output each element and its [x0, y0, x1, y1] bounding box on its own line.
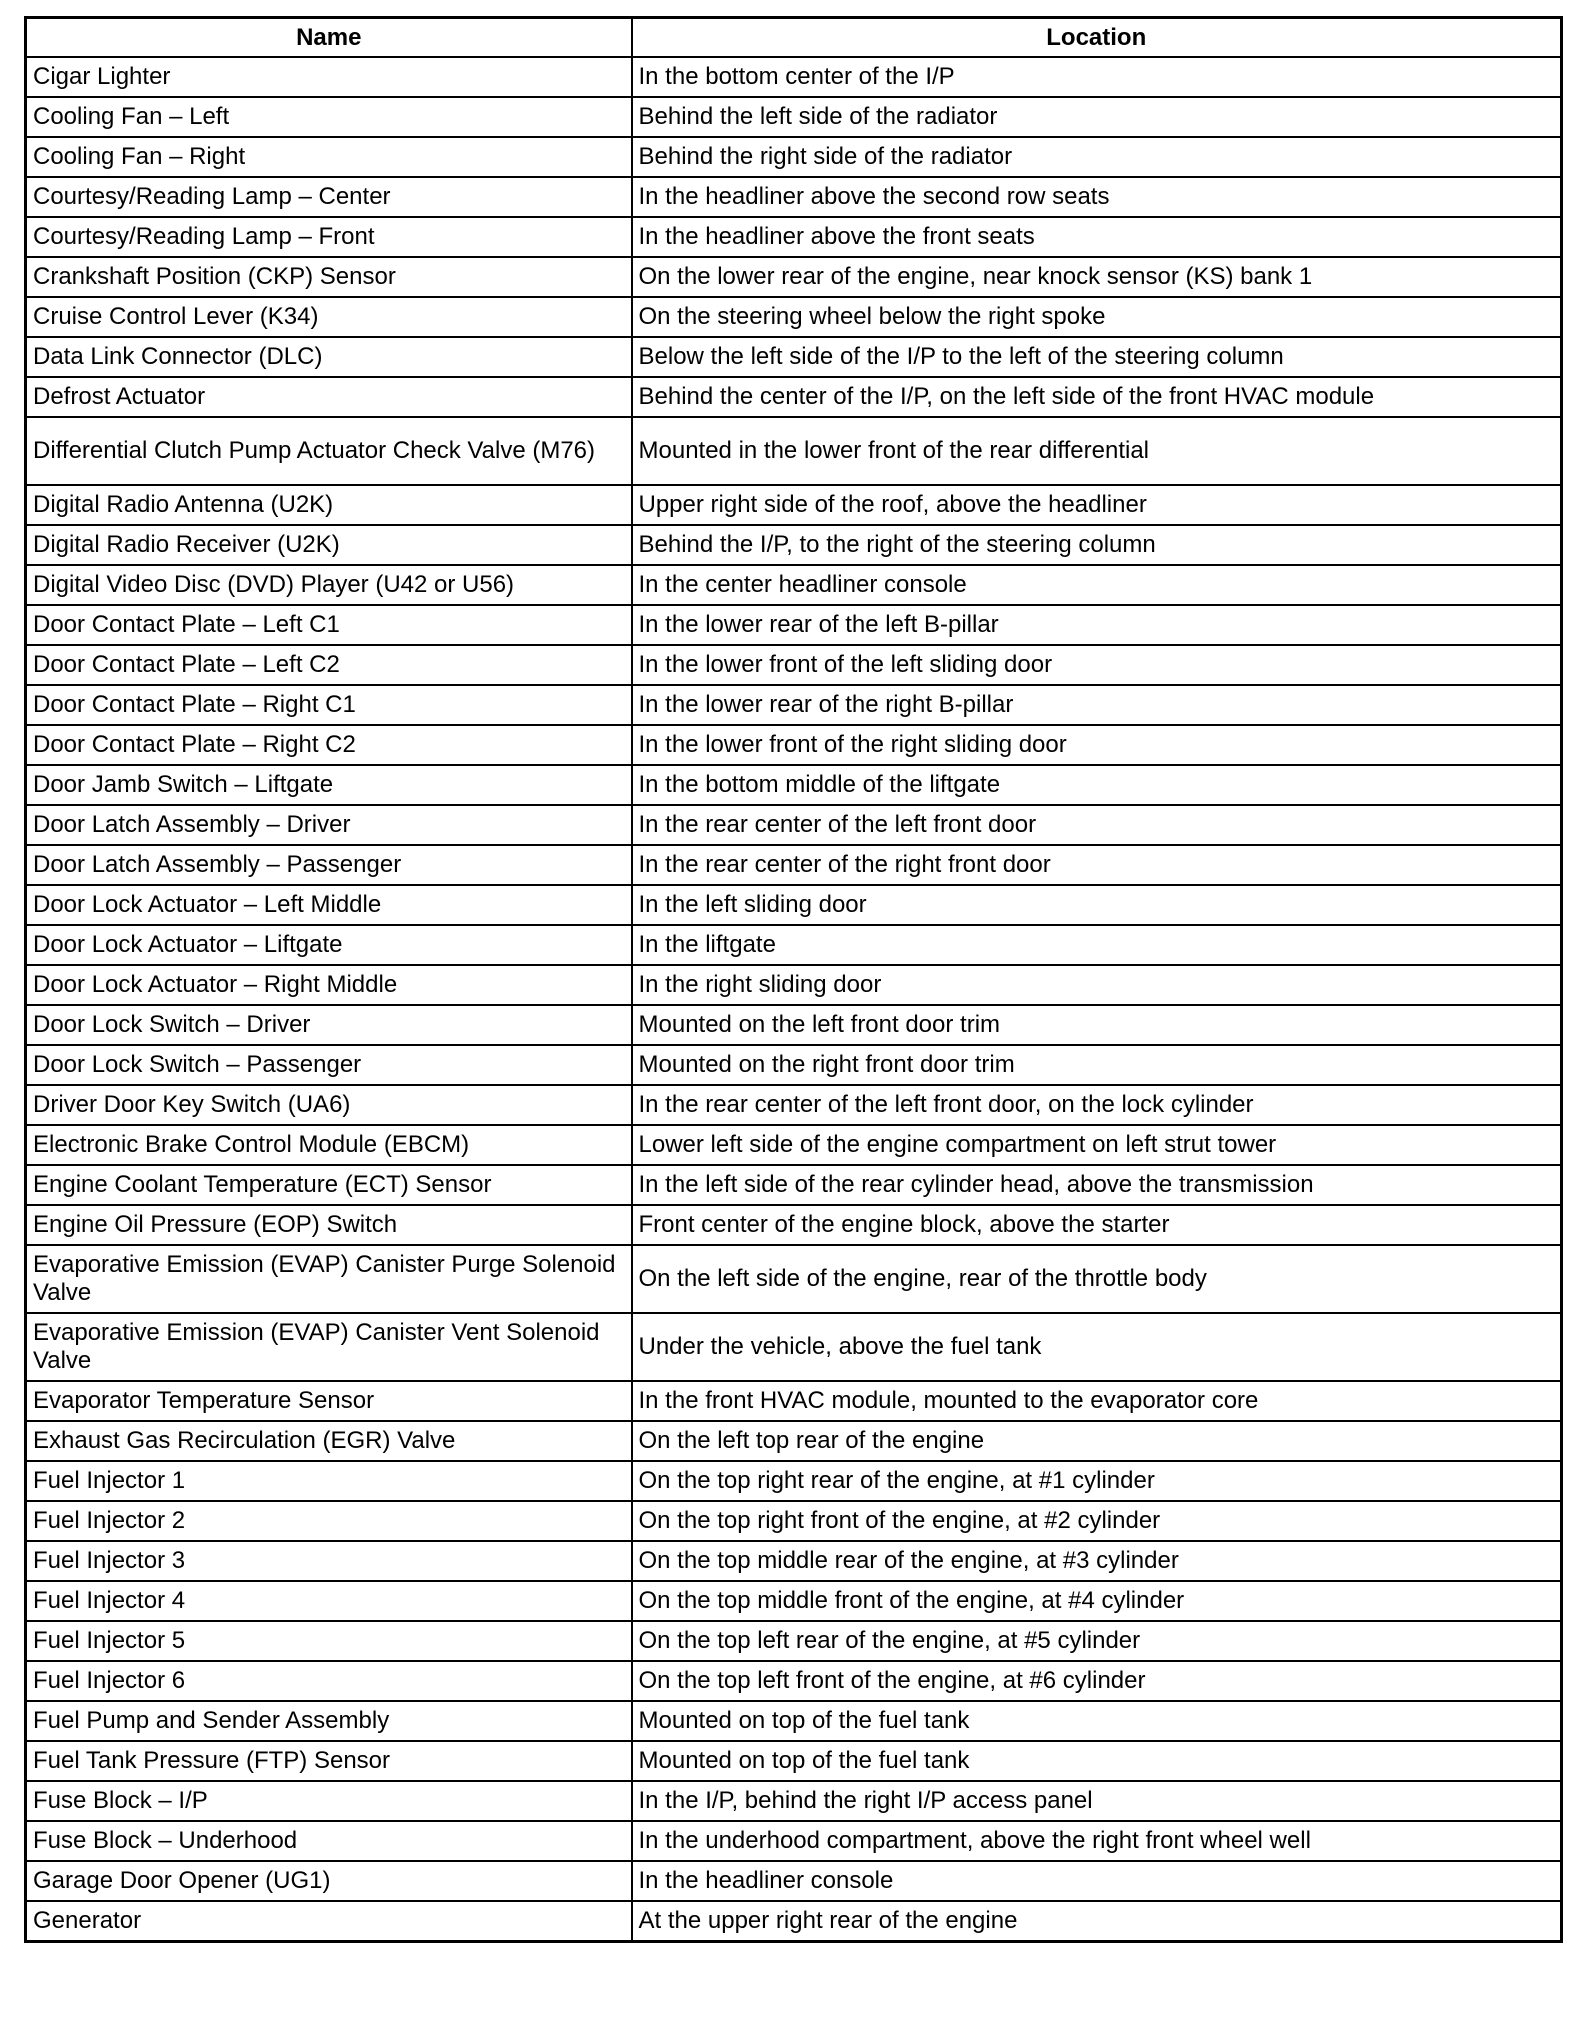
component-name-cell: Garage Door Opener (UG1)	[26, 1861, 632, 1901]
component-location-cell: In the headliner above the front seats	[632, 217, 1562, 257]
component-location-cell: In the bottom center of the I/P	[632, 57, 1562, 97]
component-location-cell: In the I/P, behind the right I/P access panel	[632, 1781, 1562, 1821]
component-name-cell: Cigar Lighter	[26, 57, 632, 97]
component-location-cell: In the underhood compartment, above the right front wheel well	[632, 1821, 1562, 1861]
component-location-cell: In the lower rear of the left B-pillar	[632, 605, 1562, 645]
component-name-cell: Evaporator Temperature Sensor	[26, 1381, 632, 1421]
table-row	[26, 525, 1562, 565]
table-body	[26, 57, 1562, 1942]
table-row	[26, 685, 1562, 725]
component-name-cell: Cruise Control Lever (K34)	[26, 297, 632, 337]
table-row	[26, 1381, 1562, 1421]
component-location-cell: Mounted in the lower front of the rear differential	[632, 417, 1562, 485]
component-location-cell: Lower left side of the engine compartment on left strut tower	[632, 1125, 1562, 1165]
component-name-cell: Crankshaft Position (CKP) Sensor	[26, 257, 632, 297]
component-location-cell: On the top middle front of the engine, at #4 cylinder	[632, 1581, 1562, 1621]
component-name-cell: Cooling Fan – Right	[26, 137, 632, 177]
table-row	[26, 485, 1562, 525]
component-location-cell: In the rear center of the left front door, on the lock cylinder	[632, 1085, 1562, 1125]
component-name-cell: Door Contact Plate – Left C1	[26, 605, 632, 645]
table-row	[26, 297, 1562, 337]
component-location-cell: At the upper right rear of the engine	[632, 1901, 1562, 1942]
component-name-cell: Courtesy/Reading Lamp – Center	[26, 177, 632, 217]
component-location-cell: Upper right side of the roof, above the headliner	[632, 485, 1562, 525]
component-name-cell: Door Contact Plate – Left C2	[26, 645, 632, 685]
table-row	[26, 845, 1562, 885]
table-row	[26, 805, 1562, 845]
table-row	[26, 137, 1562, 177]
component-name-cell: Door Lock Switch – Passenger	[26, 1045, 632, 1085]
component-name-cell: Cooling Fan – Left	[26, 97, 632, 137]
component-name-cell: Engine Oil Pressure (EOP) Switch	[26, 1205, 632, 1245]
component-name-cell: Engine Coolant Temperature (ECT) Sensor	[26, 1165, 632, 1205]
component-location-cell: Front center of the engine block, above the starter	[632, 1205, 1562, 1245]
component-name-cell: Evaporative Emission (EVAP) Canister Vent Solenoid Valve	[26, 1313, 632, 1381]
table-row	[26, 1541, 1562, 1581]
table-row	[26, 257, 1562, 297]
table-row	[26, 605, 1562, 645]
component-name-cell: Evaporative Emission (EVAP) Canister Purge Solenoid Valve	[26, 1245, 632, 1313]
component-name-cell: Digital Radio Receiver (U2K)	[26, 525, 632, 565]
component-name-cell: Door Lock Actuator – Liftgate	[26, 925, 632, 965]
component-name-cell: Digital Video Disc (DVD) Player (U42 or U56)	[26, 565, 632, 605]
table-row	[26, 337, 1562, 377]
component-name-cell: Fuse Block – I/P	[26, 1781, 632, 1821]
table-row	[26, 417, 1562, 485]
table-row	[26, 1205, 1562, 1245]
table-row	[26, 217, 1562, 257]
table-row	[26, 1741, 1562, 1781]
table-row	[26, 97, 1562, 137]
component-name-cell: Fuel Injector 5	[26, 1621, 632, 1661]
component-location-cell: In the bottom middle of the liftgate	[632, 765, 1562, 805]
component-location-cell: On the left top rear of the engine	[632, 1421, 1562, 1461]
component-name-cell: Door Contact Plate – Right C2	[26, 725, 632, 765]
component-location-cell: In the front HVAC module, mounted to the evaporator core	[632, 1381, 1562, 1421]
component-location-cell: Behind the right side of the radiator	[632, 137, 1562, 177]
component-name-cell: Door Lock Actuator – Left Middle	[26, 885, 632, 925]
component-location-cell: In the lower rear of the right B-pillar	[632, 685, 1562, 725]
component-location-cell: In the headliner console	[632, 1861, 1562, 1901]
table-row	[26, 1581, 1562, 1621]
component-location-cell: Mounted on the left front door trim	[632, 1005, 1562, 1045]
table-row	[26, 1165, 1562, 1205]
component-name-cell: Fuel Injector 6	[26, 1661, 632, 1701]
component-name-cell: Digital Radio Antenna (U2K)	[26, 485, 632, 525]
table-row	[26, 1461, 1562, 1501]
component-location-cell: On the top right front of the engine, at #2 cylinder	[632, 1501, 1562, 1541]
component-name-cell: Fuel Injector 3	[26, 1541, 632, 1581]
component-location-cell: In the lower front of the left sliding door	[632, 645, 1562, 685]
table-row	[26, 1085, 1562, 1125]
table-row	[26, 1621, 1562, 1661]
table-row	[26, 177, 1562, 217]
component-name-cell: Fuse Block – Underhood	[26, 1821, 632, 1861]
table-row	[26, 1313, 1562, 1381]
table-row	[26, 1421, 1562, 1461]
component-location-cell: Mounted on the right front door trim	[632, 1045, 1562, 1085]
component-location-cell: Mounted on top of the fuel tank	[632, 1701, 1562, 1741]
component-name-cell: Exhaust Gas Recirculation (EGR) Valve	[26, 1421, 632, 1461]
component-location-cell: In the rear center of the left front door	[632, 805, 1562, 845]
column-header-name: Name	[26, 18, 632, 58]
component-name-cell: Fuel Tank Pressure (FTP) Sensor	[26, 1741, 632, 1781]
component-name-cell: Door Contact Plate – Right C1	[26, 685, 632, 725]
component-name-cell: Door Latch Assembly – Passenger	[26, 845, 632, 885]
component-location-cell: In the liftgate	[632, 925, 1562, 965]
component-name-cell: Fuel Injector 1	[26, 1461, 632, 1501]
table-row	[26, 1901, 1562, 1942]
component-name-cell: Data Link Connector (DLC)	[26, 337, 632, 377]
table-row	[26, 965, 1562, 1005]
component-location-cell: Behind the I/P, to the right of the steering column	[632, 525, 1562, 565]
component-name-cell: Generator	[26, 1901, 632, 1942]
table-row	[26, 1501, 1562, 1541]
component-location-cell: Mounted on top of the fuel tank	[632, 1741, 1562, 1781]
component-location-cell: In the left sliding door	[632, 885, 1562, 925]
table-row	[26, 1045, 1562, 1085]
component-location-cell: In the rear center of the right front door	[632, 845, 1562, 885]
component-name-cell: Differential Clutch Pump Actuator Check Valve (M76)	[26, 417, 632, 485]
table-row	[26, 1781, 1562, 1821]
component-name-cell: Fuel Pump and Sender Assembly	[26, 1701, 632, 1741]
component-location-cell: In the lower front of the right sliding door	[632, 725, 1562, 765]
table-row	[26, 1661, 1562, 1701]
component-location-cell: On the top left rear of the engine, at #5 cylinder	[632, 1621, 1562, 1661]
component-location-cell: Below the left side of the I/P to the left of the steering column	[632, 337, 1562, 377]
component-location-table	[24, 16, 1563, 1943]
component-location-cell: On the left side of the engine, rear of the throttle body	[632, 1245, 1562, 1313]
component-location-cell: In the right sliding door	[632, 965, 1562, 1005]
component-location-cell: Behind the left side of the radiator	[632, 97, 1562, 137]
component-name-cell: Driver Door Key Switch (UA6)	[26, 1085, 632, 1125]
table-row	[26, 565, 1562, 605]
component-name-cell: Door Jamb Switch – Liftgate	[26, 765, 632, 805]
component-location-cell: On the top left front of the engine, at #6 cylinder	[632, 1661, 1562, 1701]
component-name-cell: Fuel Injector 4	[26, 1581, 632, 1621]
table-row	[26, 645, 1562, 685]
header-row	[26, 18, 1562, 58]
table-row	[26, 725, 1562, 765]
table-row	[26, 925, 1562, 965]
table-row	[26, 1125, 1562, 1165]
table-row	[26, 1701, 1562, 1741]
component-name-cell: Door Lock Actuator – Right Middle	[26, 965, 632, 1005]
table-row	[26, 57, 1562, 97]
table-row	[26, 765, 1562, 805]
component-location-cell: On the steering wheel below the right spoke	[632, 297, 1562, 337]
component-name-cell: Defrost Actuator	[26, 377, 632, 417]
component-location-cell: In the left side of the rear cylinder head, above the transmission	[632, 1165, 1562, 1205]
table-row	[26, 1005, 1562, 1045]
component-name-cell: Door Latch Assembly – Driver	[26, 805, 632, 845]
component-location-cell: On the top middle rear of the engine, at #3 cylinder	[632, 1541, 1562, 1581]
component-location-cell: Behind the center of the I/P, on the left side of the front HVAC module	[632, 377, 1562, 417]
component-location-cell: In the headliner above the second row seats	[632, 177, 1562, 217]
component-name-cell: Electronic Brake Control Module (EBCM)	[26, 1125, 632, 1165]
component-location-cell: Under the vehicle, above the fuel tank	[632, 1313, 1562, 1381]
table-row	[26, 1245, 1562, 1313]
component-location-cell: On the top right rear of the engine, at #1 cylinder	[632, 1461, 1562, 1501]
table-row	[26, 1861, 1562, 1901]
component-name-cell: Fuel Injector 2	[26, 1501, 632, 1541]
component-name-cell: Door Lock Switch – Driver	[26, 1005, 632, 1045]
table-row	[26, 1821, 1562, 1861]
component-location-cell: On the lower rear of the engine, near knock sensor (KS) bank 1	[632, 257, 1562, 297]
column-header-location: Location	[632, 18, 1562, 58]
table-row	[26, 885, 1562, 925]
table-row	[26, 377, 1562, 417]
component-location-cell: In the center headliner console	[632, 565, 1562, 605]
component-name-cell: Courtesy/Reading Lamp – Front	[26, 217, 632, 257]
